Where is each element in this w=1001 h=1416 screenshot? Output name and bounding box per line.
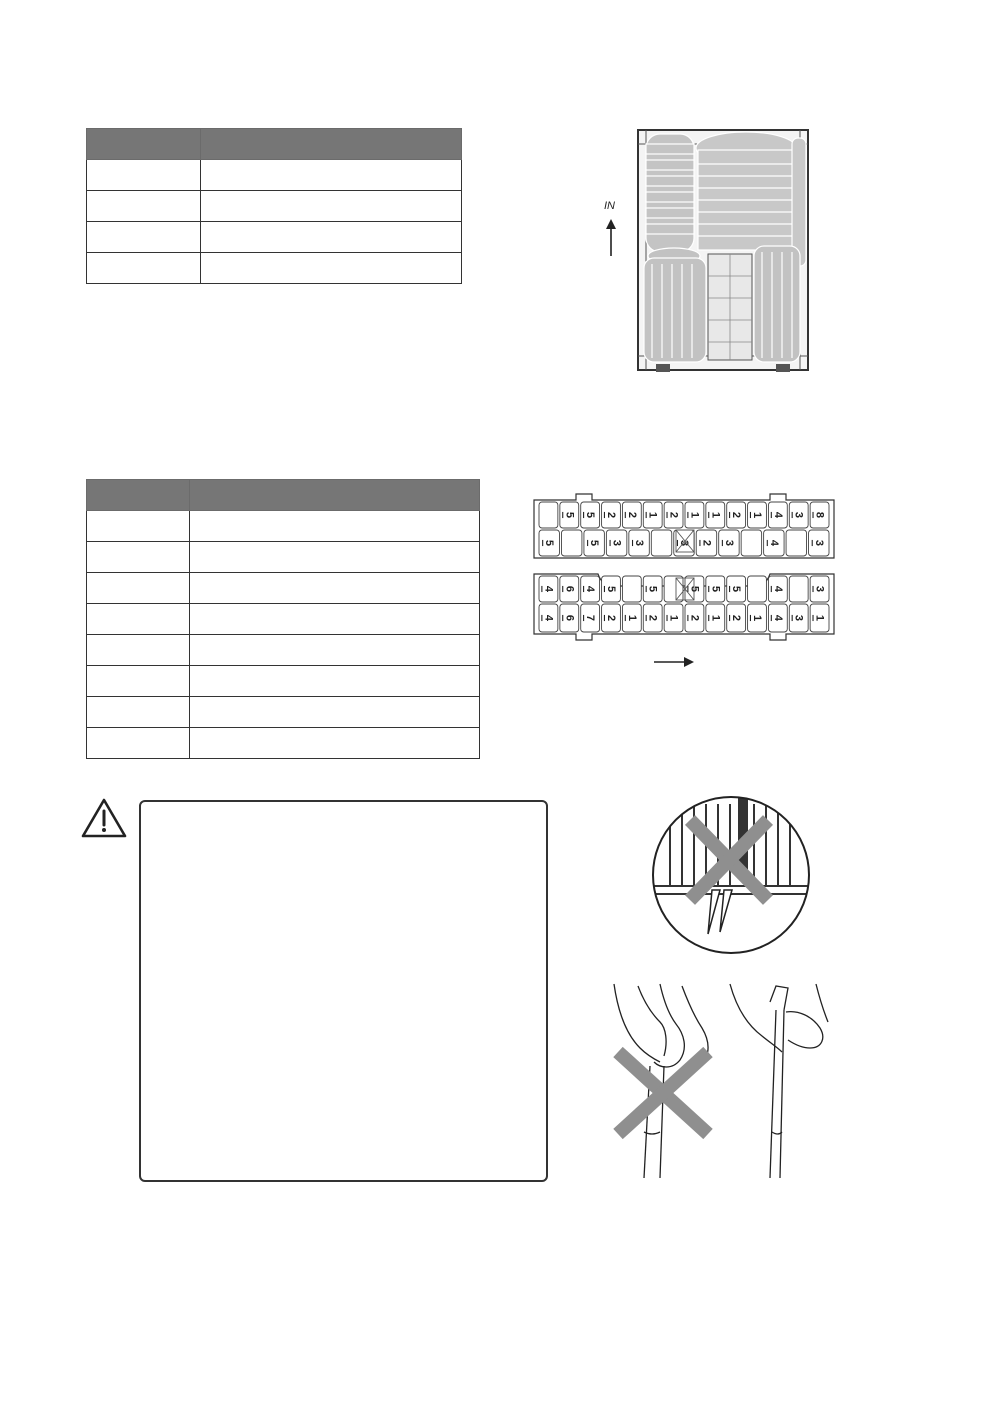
table-cell xyxy=(190,666,480,697)
cutlery-slot-number: 3 xyxy=(678,539,690,547)
cutlery-slot-number: 5 xyxy=(730,585,743,593)
cutlery-slot-number: 3 xyxy=(633,539,646,547)
table-cell xyxy=(190,728,480,759)
table-cell xyxy=(87,728,190,759)
knives-down-illustration xyxy=(650,794,812,956)
cutlery-slot xyxy=(741,530,761,556)
cutlery-slot-number: 4 xyxy=(542,614,555,622)
cutlery-slot-number: 1 xyxy=(751,614,763,622)
table-cell xyxy=(87,666,190,697)
table-cell xyxy=(190,542,480,573)
table-cell xyxy=(87,635,190,666)
table-cell xyxy=(190,697,480,728)
cutlery-slot xyxy=(789,576,808,602)
table-row xyxy=(87,697,480,728)
cutlery-slot-number: 3 xyxy=(610,539,623,547)
table-cell xyxy=(87,160,201,191)
in-direction-arrow xyxy=(604,200,616,256)
cutlery-slot-number: 5 xyxy=(605,585,617,593)
cutlery-slot-number: 5 xyxy=(646,585,659,593)
cutlery-basket-table xyxy=(86,479,480,759)
cutlery-slot-number: 4 xyxy=(542,585,555,593)
cutlery-slot-number: 4 xyxy=(767,539,780,547)
cutlery-slot xyxy=(622,576,641,602)
table-header-cell xyxy=(87,129,201,160)
cross-mark-icon xyxy=(618,1052,708,1134)
cutlery-slot-number: 5 xyxy=(709,585,722,593)
cutlery-slot-number: 2 xyxy=(700,539,713,547)
cutlery-slot xyxy=(664,576,683,602)
cutlery-basket-diagram xyxy=(528,488,840,672)
cutlery-basket-in-rack xyxy=(708,254,752,360)
warning-box xyxy=(139,800,548,1182)
cutlery-slot-number: 5 xyxy=(543,539,556,547)
cutlery-slot-number: 4 xyxy=(771,585,784,593)
cutlery-slot-number: 3 xyxy=(812,539,825,547)
cutlery-slot-number: 1 xyxy=(709,511,722,519)
cutlery-slot-number: 1 xyxy=(709,614,722,622)
cutlery-slot xyxy=(748,576,767,602)
cutlery-slot-number: 4 xyxy=(771,614,784,622)
cutlery-slot-number: 5 xyxy=(584,511,597,519)
table-row xyxy=(87,666,480,697)
table-cell xyxy=(87,222,201,253)
warning-triangle-icon xyxy=(80,797,128,839)
cutlery-slot-number: 7 xyxy=(584,614,597,622)
cutlery-slot-number: 2 xyxy=(730,614,743,622)
hand-holding-blade-illustration xyxy=(604,982,716,1178)
table-row xyxy=(87,542,480,573)
table-cell xyxy=(190,511,480,542)
table-header-cell xyxy=(190,480,480,511)
cutlery-slot-number: 1 xyxy=(667,614,680,622)
hand-holding-handle-illustration xyxy=(726,982,836,1178)
table-header-cell xyxy=(87,480,190,511)
cutlery-slot-number: 1 xyxy=(646,511,659,519)
cutlery-slot-number: 5 xyxy=(688,585,701,593)
table-cell xyxy=(190,573,480,604)
cutlery-slot-number: 2 xyxy=(667,511,680,519)
cutlery-slot-number: 5 xyxy=(563,511,576,519)
table-header-cell xyxy=(201,129,462,160)
cutlery-slot-number: 3 xyxy=(813,585,826,593)
table-cell xyxy=(87,511,190,542)
cutlery-slot-number: 6 xyxy=(563,585,576,593)
cutlery-slot-number: 2 xyxy=(688,614,701,622)
cutlery-slot-number: 3 xyxy=(722,539,735,547)
direction-arrow xyxy=(654,657,694,667)
table-cell xyxy=(201,160,462,191)
table-row xyxy=(87,191,462,222)
table-row xyxy=(87,728,480,759)
cutlery-slot-number: 6 xyxy=(563,614,576,622)
cutlery-slot-number: 3 xyxy=(792,511,805,519)
cutlery-slot-number: 3 xyxy=(792,614,805,622)
table-cell xyxy=(87,697,190,728)
in-label: IN xyxy=(604,200,615,212)
table-cell xyxy=(87,542,190,573)
cutlery-slot-number: 1 xyxy=(625,614,638,622)
table-row xyxy=(87,222,462,253)
cutlery-slot xyxy=(651,530,671,556)
cutlery-slot xyxy=(561,530,581,556)
cutlery-slot-number: 2 xyxy=(730,511,743,519)
lower-basket-illustration xyxy=(596,124,816,376)
cutlery-slot-number: 1 xyxy=(688,511,701,519)
table-row xyxy=(87,635,480,666)
table-row xyxy=(87,511,480,542)
cutlery-slot-number: 1 xyxy=(751,511,763,519)
cutlery-slot-number: 8 xyxy=(813,511,826,519)
cutlery-slot-number: 2 xyxy=(605,614,617,622)
cutlery-slot-number: 4 xyxy=(584,585,597,593)
cutlery-slot xyxy=(539,502,558,528)
cutlery-slot-number: 2 xyxy=(605,511,617,519)
table-cell xyxy=(201,253,462,284)
cutlery-slot xyxy=(786,530,806,556)
table-cell xyxy=(87,191,201,222)
table-row xyxy=(87,160,462,191)
cutlery-slot-number: 5 xyxy=(588,539,601,547)
lower-basket-table xyxy=(86,128,462,284)
table-cell xyxy=(87,253,201,284)
cutlery-slot-number: 1 xyxy=(813,614,826,622)
cutlery-slot-number: 4 xyxy=(771,511,784,519)
table-cell xyxy=(190,635,480,666)
table-cell xyxy=(201,191,462,222)
cutlery-slot-number: 2 xyxy=(646,614,659,622)
table-row xyxy=(87,573,480,604)
table-cell xyxy=(190,604,480,635)
table-cell xyxy=(87,573,190,604)
table-cell xyxy=(201,222,462,253)
table-cell xyxy=(87,604,190,635)
table-row xyxy=(87,604,480,635)
table-row xyxy=(87,253,462,284)
cutlery-slot-number: 2 xyxy=(625,511,638,519)
